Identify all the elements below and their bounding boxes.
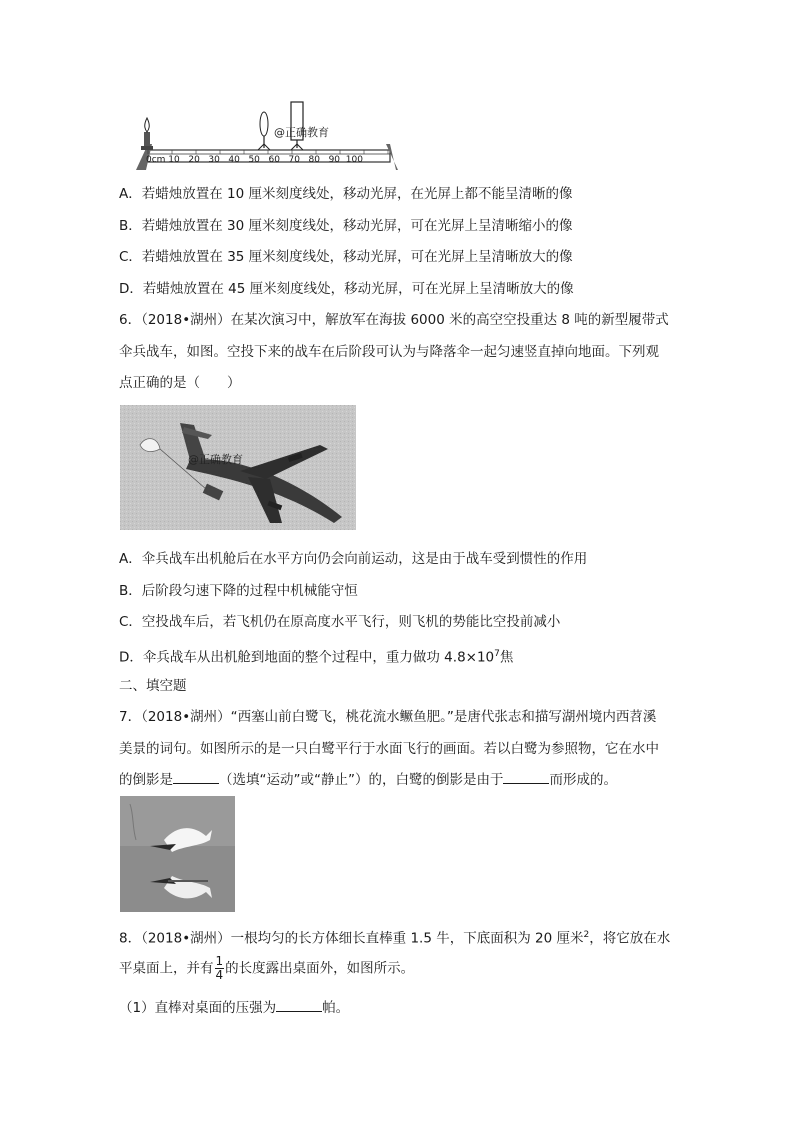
q6-option-a: A．伞兵战车出机舱后在水平方向仍会向前运动，这是由于战车受到惯性的作用 [119,551,588,567]
egret-photo [120,796,235,912]
q6-option-c: C．空投战车后，若飞机仍在原高度水平飞行，则飞机的势能比空投前减小 [119,614,561,630]
egret-drawing [120,796,235,912]
section-title-fill-in: 二、填空题 [119,678,187,694]
q8-blank-pressure[interactable] [276,998,322,1012]
q8-sub1-unit: 帕。 [322,1000,350,1016]
q6-option-d [119,644,513,668]
q7-stem-line3 [119,770,617,790]
q6-stem-line3: 点正确的是（ ） [119,375,241,391]
q7-line3-part3: 而形成的。 [549,772,617,788]
q8-stem-line1 [119,925,670,949]
q8-line1-text: 8．（2018•湖州）一根均匀的长方体细长直棒重 1.5 牛，下底面积为 20 厘米 [119,930,584,947]
q8-sub1 [119,998,349,1018]
q7-blank-1[interactable] [173,770,219,784]
q8-line2-text: 平桌面上，并有 [119,960,214,977]
q7-blank-2[interactable] [503,770,549,784]
bench-scale-text: 0cm 10 20 30 40 50 60 70 80 90 100 [146,155,363,165]
q7-line3-part2: （选填“运动”或“静止”）的，白鹭的倒影是由于 [219,772,504,788]
q7-stem-line2: 美景的词句。如图所示的是一只白鹭平行于水面飞行的画面。若以白鹭为参照物，它在水中 [119,741,659,757]
q6-option-d-exponent: 7 [494,649,500,659]
q7-stem-line1: 7．（2018•湖州）“西塞山前白鹭飞，桃花流水鳜鱼肥。”是唐代张志和描写湖州境内西苕溪 [119,709,657,725]
q6-option-d-text: D．伞兵战车从出机舱到地面的整个过程中，重力做功 4.8×10 [119,649,495,666]
q5-option-b: B．若蜡烛放置在 30 厘米刻度线处，移动光屏，可在光屏上呈清晰缩小的像 [119,218,573,234]
q8-fraction [215,955,225,982]
q8-line1-tail: ，将它放在水 [589,930,671,947]
q6-stem-line2: 伞兵战车，如图。空投下来的战车在后阶段可认为与降落伞一起匀速竖直掉向地面。下列观 [119,344,659,360]
q7-line3-part1: 的倒影是 [119,772,173,788]
bench-watermark: @正确教育 [274,126,329,139]
q8-fraction-denominator: 4 [215,968,224,982]
optical-bench-figure [134,100,400,172]
q8-sub1-text: （1）直棒对桌面的压强为 [119,1000,277,1016]
q8-fraction-numerator: 1 [215,954,224,968]
q6-option-d-unit: 焦 [499,649,514,666]
plane-photo-watermark: @正确教育 [188,453,243,466]
plane-airdrop-photo [120,405,356,530]
q5-option-c: C．若蜡烛放置在 35 厘米刻度线处，移动光屏，可在光屏上呈清晰放大的像 [119,249,573,265]
q8-line2-tail: 的长度露出桌面外，如图所示。 [225,960,415,977]
q8-area-unit-exponent: 2 [583,930,590,940]
q6-option-b: B．后阶段匀速下降的过程中机械能守恒 [119,583,358,599]
q5-option-a: A．若蜡烛放置在 10 厘米刻度线处，移动光屏，在光屏上都不能呈清晰的像 [119,186,573,202]
plane-drawing [120,405,356,530]
q8-stem-line2 [119,955,414,982]
q6-stem-line1: 6．（2018•湖州）在某次演习中，解放军在海拔 6000 米的高空空投重达 8 吨的新型履带式 [119,312,669,328]
q5-option-d: D．若蜡烛放置在 45 厘米刻度线处，移动光屏，可在光屏上呈清晰放大的像 [119,281,574,297]
